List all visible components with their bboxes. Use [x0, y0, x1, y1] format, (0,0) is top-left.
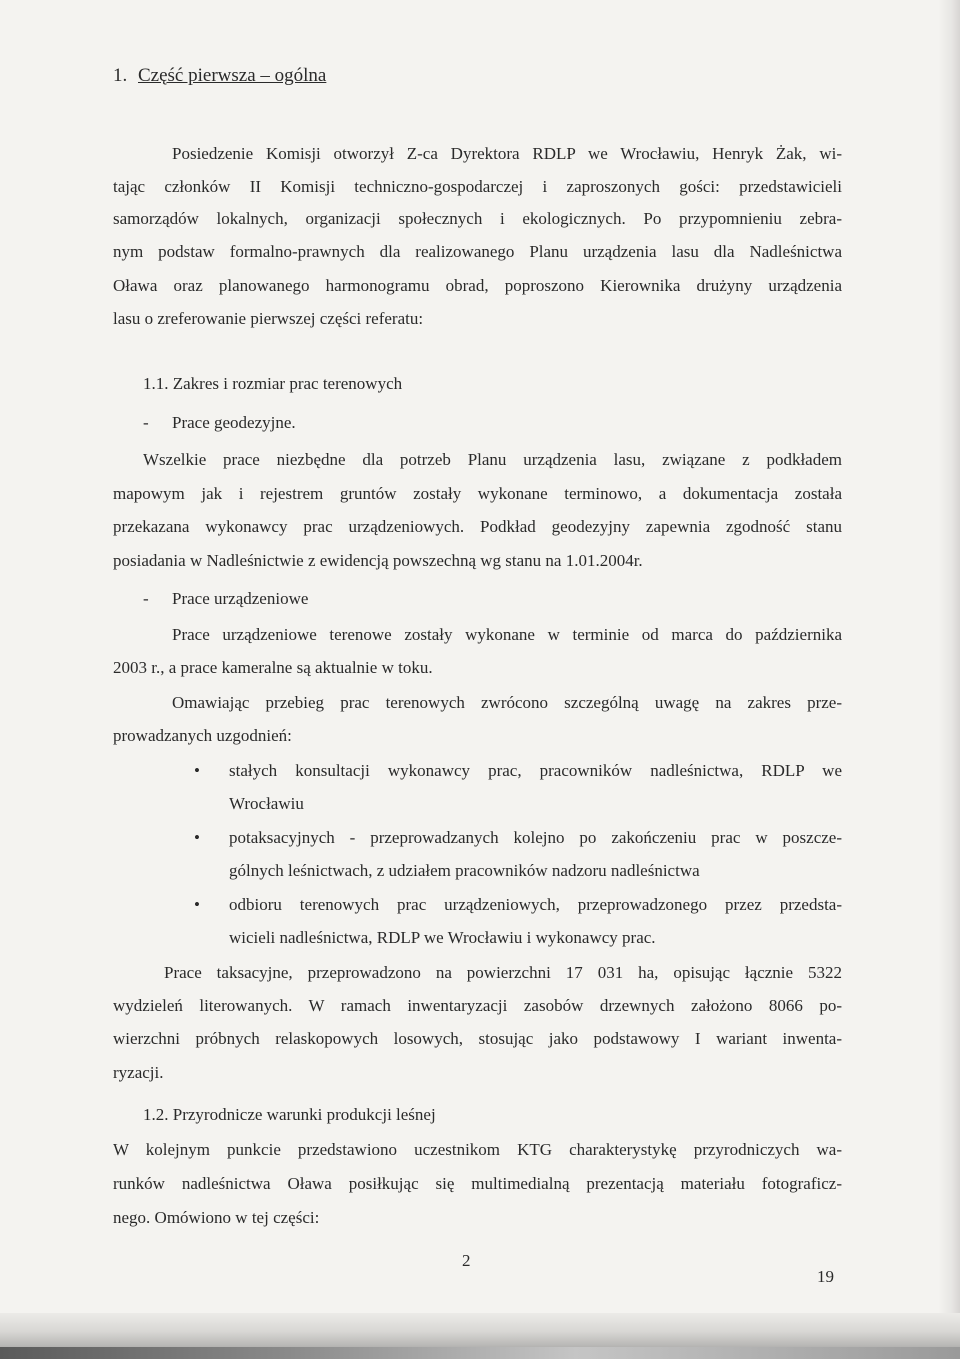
intro-line: Oława oraz planowanego harmonogramu obrad, poproszono Kierownika drużyny urządzenia: [113, 276, 842, 295]
intro-line: tając członków II Komisji techniczno-gospodarczej i zaproszonych gości: przedstawicieli: [113, 177, 842, 196]
bullet-icon: •: [194, 828, 200, 847]
taxation-line: wydzieleń literowanych. W ramach inwentaryzacji zasobów drzewnych założono 8066 po-: [113, 996, 842, 1015]
geodesy-line: mapowym jak i rejestrem gruntów zostały wykonane terminowo, a dokumentacja została: [113, 484, 842, 503]
dash-marker: -: [143, 413, 149, 432]
nature-line: runków nadleśnictwa Oława posiłkując się multimedialną prezentacją materiału fotograficz-: [113, 1174, 842, 1193]
geodesy-line: przekazana wykonawcy prac urządzeniowych. Podkład geodezyjny zapewnia zgodność stanu: [113, 517, 842, 536]
nature-line: nego. Omówiono w tej części:: [113, 1208, 320, 1227]
discussion-line: Omawiając przebieg prac terenowych zwrócono szczególną uwagę na zakres prze-: [172, 693, 842, 712]
taxation-line: ryzacji.: [113, 1063, 164, 1082]
intro-line: nym podstaw formalno-prawnych dla realizowanego Planu urządzenia lasu dla Nadleśnictwa: [113, 242, 842, 261]
page-number: 2: [462, 1251, 471, 1270]
intro-line: Posiedzenie Komisji otworzył Z-ca Dyrektora RDLP we Wrocławiu, Henryk Żak, wi-: [172, 144, 842, 163]
item-title: Prace urządzeniowe: [172, 589, 309, 608]
subsection-heading: 1.2. Przyrodnicze warunki produkcji leśnej: [143, 1105, 436, 1124]
management-line: Prace urządzeniowe terenowe zostały wykonane w terminie od marca do października: [172, 625, 842, 644]
dash-marker: -: [143, 589, 149, 608]
nature-line: W kolejnym punkcie przedstawiono uczestnikom KTG charakterystykę przyrodniczych wa-: [113, 1140, 842, 1159]
discussion-line: prowadzanych uzgodnień:: [113, 726, 292, 745]
geodesy-line: Wszelkie prace niezbędne dla potrzeb Planu urządzenia lasu, związane z podkładem: [143, 450, 842, 469]
list-item-line: Wrocławiu: [229, 794, 304, 813]
heading-title: Część pierwsza – ogólna: [138, 65, 327, 86]
list-item-line: odbioru terenowych prac urządzeniowych, przeprowadzonego przez przedsta-: [229, 895, 842, 914]
bullet-icon: •: [194, 895, 200, 914]
taxation-line: Prace taksacyjne, przeprowadzono na powierzchni 17 031 ha, opisując łącznie 5322: [164, 963, 842, 982]
item-title: Prace geodezyjne.: [172, 413, 296, 432]
scan-edge-shadow: [0, 1347, 960, 1359]
section-heading: [113, 66, 326, 85]
list-item-line: stałych konsultacji wykonawcy prac, pracowników nadleśnictwa, RDLP we: [229, 761, 842, 780]
taxation-line: wierzchni próbnych relaskopowych losowych, stosując jako podstawowy I wariant inwenta-: [113, 1029, 842, 1048]
heading-number: 1.: [113, 65, 128, 86]
bullet-icon: •: [194, 761, 200, 780]
list-item-line: potaksacyjnych - przeprowadzanych kolejno po zakończeniu prac w poszcze-: [229, 828, 842, 847]
geodesy-line: posiadania w Nadleśnictwie z ewidencją powszechną wg stanu na 1.01.2004r.: [113, 551, 643, 570]
sheet-number: 19: [817, 1267, 834, 1286]
list-item-line: gólnych leśnictwach, z udziałem pracowników nadzoru nadleśnictwa: [229, 861, 700, 880]
list-item-line: wicieli nadleśnictwa, RDLP we Wrocławiu i wykonawcy prac.: [229, 928, 656, 947]
intro-line: samorządów lokalnych, organizacji społecznych i ekologicznych. Po przypomnieniu zebra-: [113, 209, 842, 228]
scan-edge-right: [938, 0, 960, 1359]
subsection-heading: 1.1. Zakres i rozmiar prac terenowych: [143, 374, 403, 393]
intro-line: lasu o zreferowanie pierwszej części referatu:: [113, 309, 424, 328]
management-line: 2003 r., a prace kameralne są aktualnie w toku.: [113, 658, 433, 677]
